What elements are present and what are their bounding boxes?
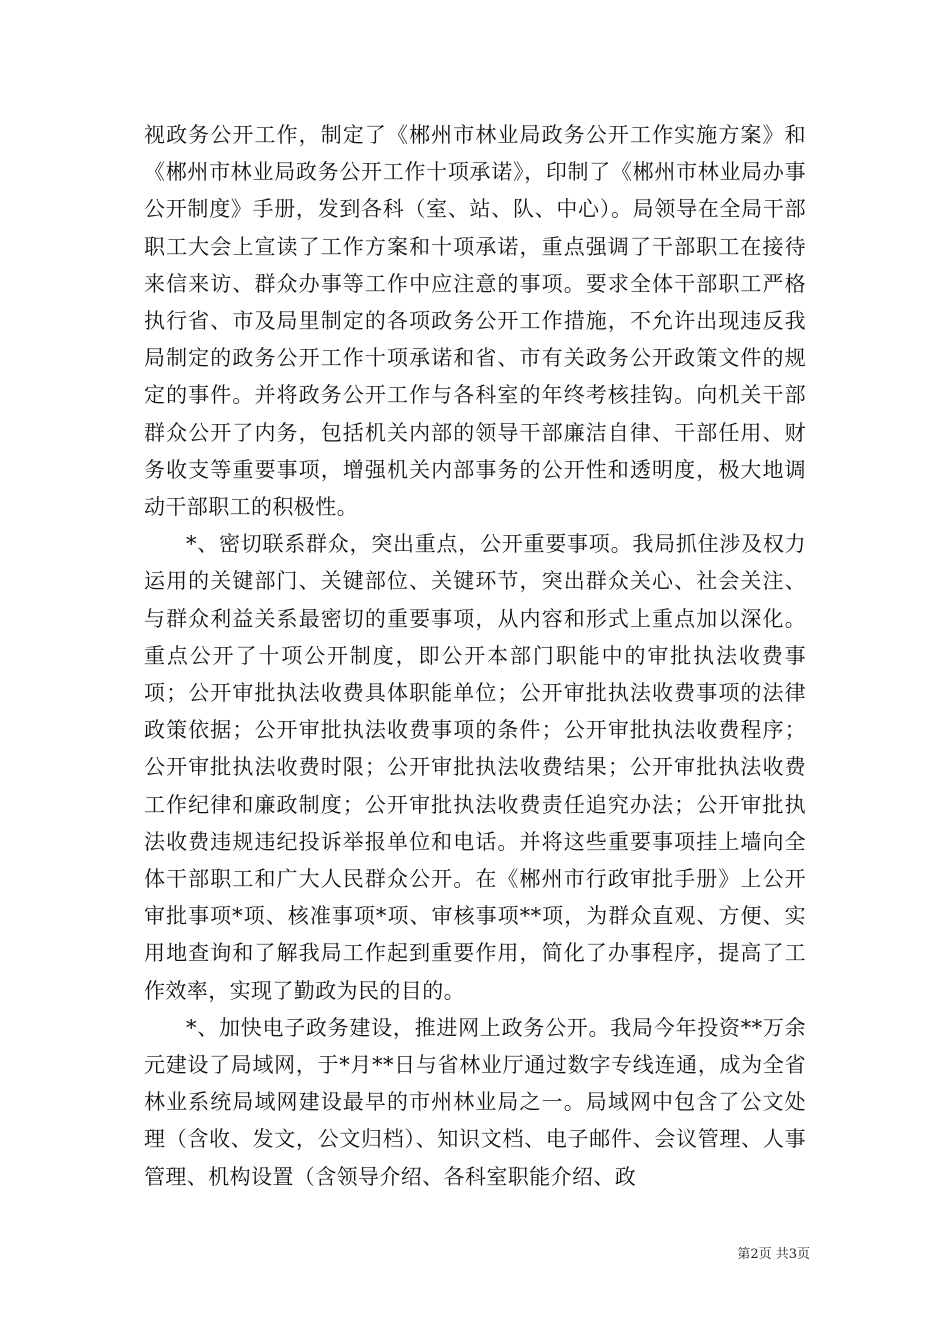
page-number-footer: 第2页 共3页	[737, 1247, 810, 1262]
paragraph-continuation: 视政务公开工作，制定了《郴州市林业局政务公开工作实施方案》和《郴州市林业局政务公开工作十项承诺》，印制了《郴州市林业局办事公开制度》手册，发到各科（室、站、队、中心）。局领导在全局干部职工大会上宣读了工作方案和十项承诺，重点强调了干部职工在接待来信来访、群众办事等工作中应注意的事项。要求全体干部职工严格执行省、市及局里制定的各项政务公开工作措施，不允许出现违反我局制定的政务公开工作十项承诺和省、市有关政务公开政策文件的规定的事件。并将政务公开工作与各科室的年终考核挂钩。向机关干部群众公开了内务，包括机关内部的领导干部廉洁自律、干部任用、财务收支等重要事项，增强机关内部事务的公开性和透明度，极大地调动干部职工的积极性。	[144, 123, 806, 520]
paragraph-e-government: *、加快电子政务建设，推进网上政务公开。我局今年投资**万余元建设了局域网，于*月**日与省林业厅通过数字专线连通，成为全省林业系统局域网建设最早的市州林业局之一。局域网中包含了公文处理（含收、发文，公文归档）、知识文档、电子邮件、会议管理、人事管理、机构设置（含领导介绍、各科室职能介绍、政	[144, 1015, 806, 1189]
paragraph-key-matters: *、密切联系群众，突出重点，公开重要事项。我局抓住涉及权力运用的关键部门、关键部位、关键环节，突出群众关心、社会关注、与群众利益关系最密切的重要事项，从内容和形式上重点加以深化。重点公开了十项公开制度，即公开本部门职能中的审批执法收费事项；公开审批执法收费具体职能单位；公开审批执法收费事项的法律政策依据；公开审批执法收费事项的条件；公开审批执法收费程序；公开审批执法收费时限；公开审批执法收费结果；公开审批执法收费工作纪律和廉政制度；公开审批执法收费责任追究办法；公开审批执法收费违规违纪投诉举报单位和电话。并将这些重要事项挂上墙向全体干部职工和广大人民群众公开。在《郴州市行政审批手册》上公开审批事项*项、核准事项*项、审核事项**项，为群众直观、方便、实用地查询和了解我局工作起到重要作用，简化了办事程序，提高了工作效率，实现了勤政为民的目的。	[144, 532, 806, 1003]
document-body	[144, 117, 806, 1196]
